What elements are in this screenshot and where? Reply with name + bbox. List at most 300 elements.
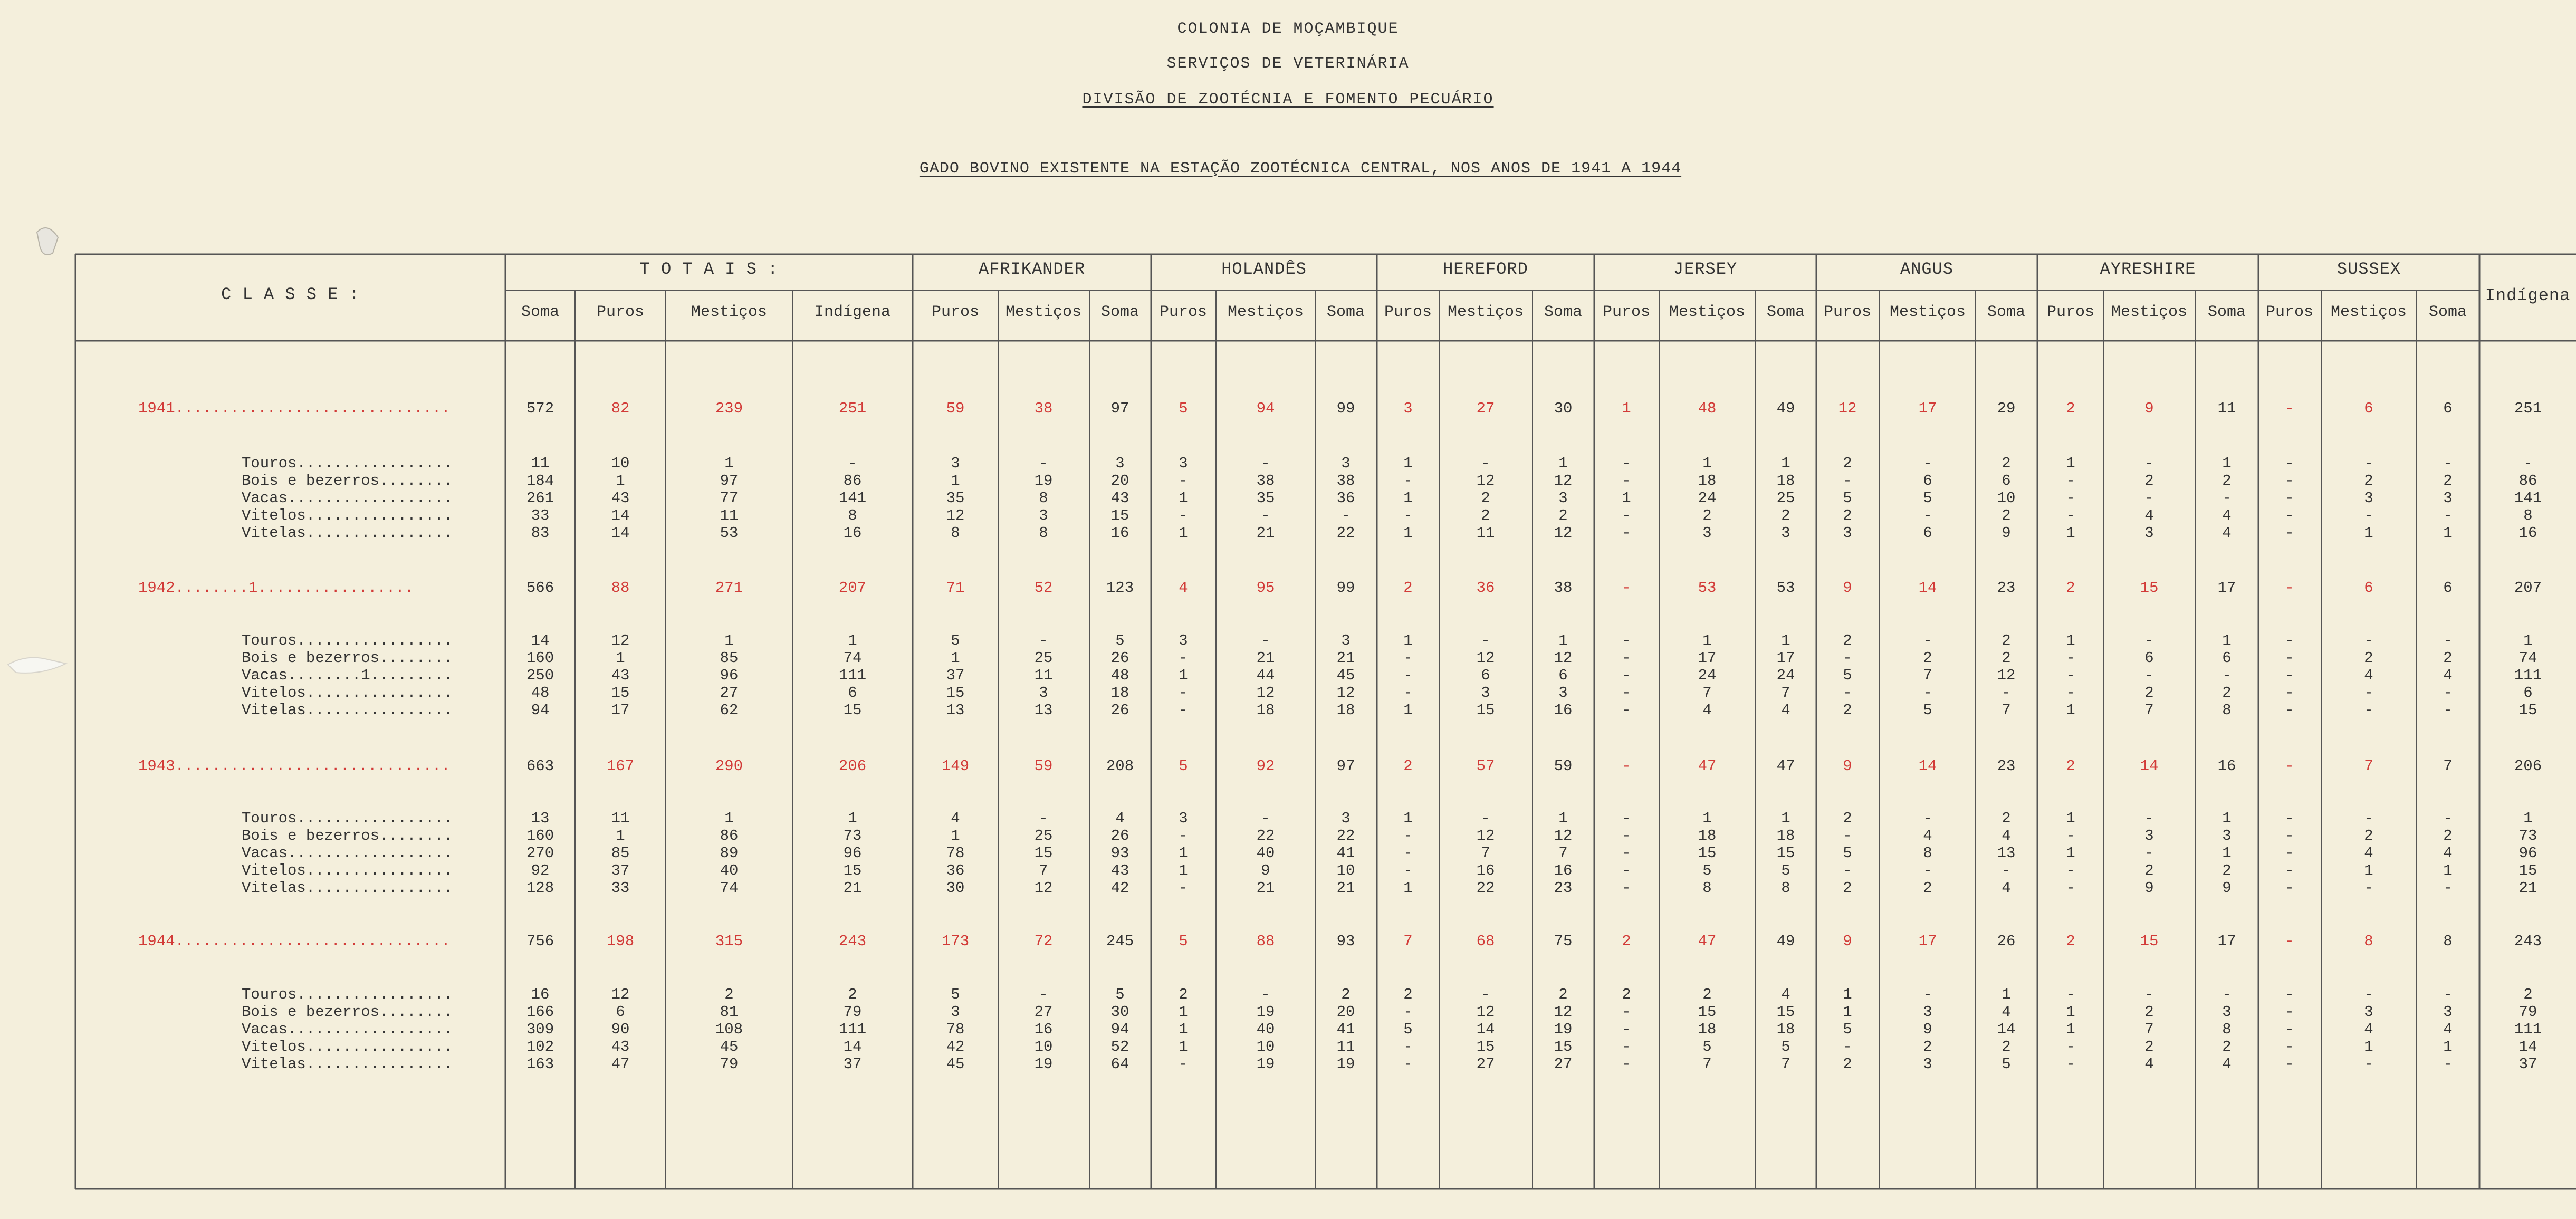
table-cell: 4: [1702, 702, 1712, 719]
table-cell: 8: [1702, 879, 1712, 897]
table-cell: -: [2285, 879, 2294, 897]
year-total-cell: 48: [1698, 400, 1717, 417]
year-total-cell: 5: [1179, 757, 1188, 775]
table-cell: -: [2285, 986, 2294, 1003]
table-cell: 18: [1776, 1021, 1795, 1038]
table-cell: -: [2364, 810, 2373, 827]
year-total-cell: 53: [1776, 579, 1795, 597]
table-cell: 52: [1110, 1038, 1129, 1055]
table-cell: -: [848, 455, 857, 472]
table-cell: 2: [2002, 1038, 2011, 1055]
table-cell: -: [1179, 879, 1188, 897]
table-cell: 15: [1476, 702, 1495, 719]
column-header: Mestiços: [2111, 303, 2188, 321]
table-cell: 17: [611, 702, 630, 719]
classe-header: C L A S S E :: [221, 285, 360, 304]
table-cell: 18: [1776, 472, 1795, 489]
table-cell: -: [2144, 489, 2154, 507]
table-cell: -: [2222, 489, 2232, 507]
year-total-cell: 16: [2217, 757, 2236, 775]
table-cell: 11: [720, 507, 739, 524]
table-cell: -: [1039, 810, 1048, 827]
table-cell: 7: [1781, 684, 1790, 702]
table-cell: -: [1843, 472, 1852, 489]
table-cell: 2: [2443, 649, 2453, 667]
row-label: Vacas..................: [242, 1021, 453, 1038]
table-cell: -: [2364, 632, 2373, 649]
table-cell: -: [1622, 472, 1631, 489]
table-cell: 5: [1115, 632, 1125, 649]
table-cell: 10: [1336, 862, 1355, 879]
table-cell: 1: [1179, 862, 1188, 879]
table-cell: 2: [2222, 472, 2232, 489]
year-total-cell: -: [2285, 400, 2294, 417]
table-cell: 2: [2002, 810, 2011, 827]
table-cell: 1: [848, 810, 857, 827]
table-cell: -: [2222, 667, 2232, 684]
table-cell: 15: [1554, 1038, 1573, 1055]
table-cell: -: [2066, 667, 2075, 684]
table-cell: 24: [1698, 489, 1717, 507]
year-label: 1943..............................: [138, 757, 451, 775]
table-cell: -: [1179, 684, 1188, 702]
table-cell: 1: [2364, 524, 2373, 542]
table-cell: 1: [1179, 667, 1188, 684]
column-header: Soma: [1326, 303, 1365, 321]
table-cell: 30: [1110, 1003, 1129, 1021]
year-total-cell: 93: [1336, 933, 1355, 950]
year-total-cell: -: [2285, 579, 2294, 597]
year-total-cell: 245: [1106, 933, 1134, 950]
table-cell: -: [2443, 879, 2453, 897]
table-cell: 22: [1476, 879, 1495, 897]
table-cell: 27: [1554, 1055, 1573, 1073]
table-cell: 2: [1179, 986, 1188, 1003]
table-cell: 6: [1558, 667, 1568, 684]
table-cell: 2: [1558, 507, 1568, 524]
year-total-cell: 6: [2443, 400, 2453, 417]
table-cell: 1: [2066, 844, 2075, 862]
table-cell: 8: [2222, 1021, 2232, 1038]
table-cell: 3: [2364, 489, 2373, 507]
year-total-cell: 207: [838, 579, 867, 597]
table-cell: 4: [1923, 827, 1932, 844]
table-cell: 2: [2002, 649, 2011, 667]
table-cell: -: [1622, 702, 1631, 719]
year-total-cell: 8: [2364, 933, 2373, 950]
table-cell: -: [2443, 455, 2453, 472]
table-cell: 11: [531, 455, 550, 472]
table-cell: 2: [1702, 507, 1712, 524]
year-total-cell: 99: [1336, 400, 1355, 417]
table-cell: 1: [2222, 455, 2232, 472]
table-cell: 45: [720, 1038, 739, 1055]
year-total-cell: 6: [2364, 400, 2373, 417]
year-total-cell: 756: [526, 933, 554, 950]
table-cell: 13: [531, 810, 550, 827]
year-total-cell: 14: [2140, 757, 2159, 775]
table-cell: 184: [526, 472, 554, 489]
column-header: Mestiços: [1889, 303, 1966, 321]
table-cell: 4: [2443, 667, 2453, 684]
table-cell: 2: [1843, 1055, 1852, 1073]
table-cell: 4: [2443, 1021, 2453, 1038]
year-total-cell: 71: [946, 579, 965, 597]
table-cell: -: [1261, 507, 1270, 524]
table-cell: 1: [1403, 524, 1413, 542]
table-cell: 9: [2222, 879, 2232, 897]
table-cell: 90: [611, 1021, 630, 1038]
column-header: Mestiços: [2330, 303, 2407, 321]
table-cell: 2: [1923, 1038, 1932, 1055]
row-label: Touros.................: [242, 632, 453, 649]
table-cell: 15: [2518, 862, 2537, 879]
year-total-cell: 92: [1256, 757, 1275, 775]
year-total-cell: 9: [1843, 757, 1852, 775]
table-cell: 23: [1554, 879, 1573, 897]
table-cell: 3: [1179, 632, 1188, 649]
column-header: Soma: [521, 303, 559, 321]
year-total-cell: 94: [1256, 400, 1275, 417]
table-cell: 8: [951, 524, 960, 542]
row-label: Vacas........1.........: [242, 667, 453, 684]
table-cell: 21: [1256, 879, 1275, 897]
table-cell: 77: [720, 489, 739, 507]
year-total-cell: 6: [2364, 579, 2373, 597]
table-cell: 4: [1781, 702, 1790, 719]
table-cell: 15: [1034, 844, 1053, 862]
year-total-cell: 82: [611, 400, 630, 417]
table-cell: 1: [1558, 810, 1568, 827]
table-cell: 1: [1558, 455, 1568, 472]
year-total-cell: 88: [1256, 933, 1275, 950]
table-cell: 94: [531, 702, 550, 719]
table-cell: -: [1622, 844, 1631, 862]
table-cell: 19: [1336, 1055, 1355, 1073]
table-cell: 3: [2144, 827, 2154, 844]
table-cell: -: [2144, 455, 2154, 472]
table-cell: -: [2285, 455, 2294, 472]
table-cell: 96: [720, 667, 739, 684]
table-cell: 9: [1923, 1021, 1932, 1038]
table-cell: -: [2443, 684, 2453, 702]
table-cell: -: [2144, 632, 2154, 649]
year-total-cell: 9: [1843, 579, 1852, 597]
table-cell: 37: [611, 862, 630, 879]
year-total-cell: 2: [1622, 933, 1631, 950]
paper-mark-icon: [32, 222, 69, 269]
table-cell: 45: [946, 1055, 965, 1073]
table-cell: 1: [2443, 1038, 2453, 1055]
table-cell: 1: [1403, 810, 1413, 827]
table-cell: 79: [843, 1003, 862, 1021]
column-header: Mestiços: [1005, 303, 1082, 321]
year-total-cell: 57: [1476, 757, 1495, 775]
table-cell: 36: [1336, 489, 1355, 507]
table-cell: 27: [1476, 1055, 1495, 1073]
table-cell: 3: [1843, 524, 1852, 542]
year-total-cell: 27: [1476, 400, 1495, 417]
year-total-cell: 47: [1776, 757, 1795, 775]
table-cell: 18: [1698, 827, 1717, 844]
table-cell: 16: [1476, 862, 1495, 879]
year-total-cell: 59: [1554, 757, 1573, 775]
table-cell: 16: [1034, 1021, 1053, 1038]
header-services: SERVIÇOS DE VETERINÁRIA: [1166, 55, 1410, 73]
table-cell: 12: [611, 986, 630, 1003]
row-label: Bois e bezerros........: [242, 827, 453, 844]
table-cell: 2: [1843, 702, 1852, 719]
table-cell: 14: [843, 1038, 862, 1055]
table-cell: -: [2066, 879, 2075, 897]
year-total-cell: 9: [2144, 400, 2154, 417]
table-cell: 1: [1403, 455, 1413, 472]
column-header: Puros: [2046, 303, 2094, 321]
table-cell: 2: [2222, 1038, 2232, 1055]
table-cell: 41: [1336, 1021, 1355, 1038]
table-cell: 4: [2364, 844, 2373, 862]
table-cell: 108: [715, 1021, 743, 1038]
table-cell: 12: [1476, 827, 1495, 844]
group-header-sussex: SUSSEX: [2336, 260, 2401, 279]
year-total-cell: 167: [606, 757, 635, 775]
table-cell: 4: [2222, 1055, 2232, 1073]
table-cell: 1: [1179, 524, 1188, 542]
year-label: 1942........1.................: [138, 579, 414, 597]
table-cell: 3: [2222, 1003, 2232, 1021]
table-cell: -: [2285, 632, 2294, 649]
table-cell: 2: [1341, 986, 1351, 1003]
table-cell: 2: [1843, 810, 1852, 827]
group-header-hereford: HEREFORD: [1443, 260, 1528, 279]
year-total-cell: 15: [2140, 579, 2159, 597]
table-cell: 2: [2002, 632, 2011, 649]
year-total-cell: 6: [2443, 579, 2453, 597]
year-total-cell: 3: [1403, 400, 1413, 417]
table-cell: 1: [2364, 1038, 2373, 1055]
table-cell: -: [2066, 986, 2075, 1003]
table-cell: -: [1622, 455, 1631, 472]
table-cell: -: [1403, 1038, 1413, 1055]
year-total-cell: 198: [606, 933, 635, 950]
table-cell: 9: [2002, 524, 2011, 542]
table-cell: 15: [2518, 702, 2537, 719]
row-label: Vitelas................: [242, 1055, 453, 1073]
year-total-cell: 72: [1034, 933, 1053, 950]
table-cell: -: [1179, 649, 1188, 667]
table-cell: 17: [1698, 649, 1717, 667]
table-cell: 19: [1034, 472, 1053, 489]
year-total-cell: 290: [715, 757, 743, 775]
table-cell: 38: [1256, 472, 1275, 489]
table-cell: -: [1622, 1003, 1631, 1021]
table-cell: 12: [611, 632, 630, 649]
table-cell: -: [1622, 1038, 1631, 1055]
table-cell: 15: [1698, 844, 1717, 862]
table-cell: 12: [1554, 472, 1573, 489]
table-cell: 1: [951, 827, 960, 844]
table-cell: -: [1622, 1021, 1631, 1038]
table-cell: 18: [1336, 702, 1355, 719]
year-total-cell: 99: [1336, 579, 1355, 597]
table-cell: 78: [946, 1021, 965, 1038]
table-cell: 22: [1256, 827, 1275, 844]
group-header-afrikander: AFRIKANDER: [978, 260, 1086, 279]
column-header: Mestiços: [691, 303, 768, 321]
table-cell: 2: [1481, 507, 1490, 524]
table-cell: 111: [838, 667, 867, 684]
table-cell: -: [2364, 879, 2373, 897]
table-cell: 9: [1261, 862, 1270, 879]
table-cell: 1: [2066, 1003, 2075, 1021]
table-cell: 78: [946, 844, 965, 862]
table-cell: 12: [1554, 827, 1573, 844]
table-cell: 44: [1256, 667, 1275, 684]
table-cell: -: [1622, 684, 1631, 702]
table-cell: 163: [526, 1055, 554, 1073]
table-cell: 43: [611, 489, 630, 507]
table-cell: 45: [1336, 667, 1355, 684]
table-cell: 3: [1923, 1055, 1932, 1073]
year-total-cell: 566: [526, 579, 554, 597]
table-cell: -: [1622, 667, 1631, 684]
table-cell: -: [2443, 810, 2453, 827]
table-cell: 33: [611, 879, 630, 897]
table-cell: -: [1622, 862, 1631, 879]
table-cell: 30: [946, 879, 965, 897]
table-cell: 1: [1179, 489, 1188, 507]
table-cell: 1: [1179, 844, 1188, 862]
table-cell: -: [1403, 844, 1413, 862]
year-total-cell: 5: [1179, 933, 1188, 950]
table-cell: 5: [1702, 1038, 1712, 1055]
table-cell: 1: [2066, 632, 2075, 649]
table-cell: 3: [1702, 524, 1712, 542]
table-cell: 111: [838, 1021, 867, 1038]
table-cell: 7: [1481, 844, 1490, 862]
table-cell: -: [2066, 1055, 2075, 1073]
table-cell: 6: [2002, 472, 2011, 489]
row-label: Vacas..................: [242, 844, 453, 862]
table-cell: 1: [1403, 489, 1413, 507]
table-cell: 14: [1997, 1021, 2016, 1038]
table-cell: -: [1843, 649, 1852, 667]
table-cell: 1: [724, 810, 734, 827]
table-cell: 86: [843, 472, 862, 489]
year-total-cell: 97: [1110, 400, 1129, 417]
table-cell: 15: [611, 684, 630, 702]
table-cell: -: [2066, 507, 2075, 524]
table-cell: 6: [2523, 684, 2533, 702]
table-cell: 1: [1403, 879, 1413, 897]
table-cell: 1: [1179, 1003, 1188, 1021]
table-cell: 93: [1110, 844, 1129, 862]
table-cell: -: [2285, 524, 2294, 542]
column-header: Soma: [1987, 303, 2025, 321]
table-cell: 22: [1336, 524, 1355, 542]
table-cell: 250: [526, 667, 554, 684]
table-cell: 8: [2222, 702, 2232, 719]
table-cell: 2: [1481, 489, 1490, 507]
table-cell: 7: [2002, 702, 2011, 719]
table-cell: -: [2285, 810, 2294, 827]
table-cell: 19: [1256, 1003, 1275, 1021]
table-cell: 15: [1776, 844, 1795, 862]
table-cell: 13: [1034, 702, 1053, 719]
table-cell: 1: [1781, 455, 1790, 472]
table-cell: -: [1923, 507, 1932, 524]
table-cell: 2: [1923, 879, 1932, 897]
table-cell: 1: [1622, 489, 1631, 507]
table-cell: 1: [2066, 702, 2075, 719]
table-cell: 2: [2144, 1003, 2154, 1021]
year-total-cell: 8: [2443, 933, 2453, 950]
year-total-cell: 173: [941, 933, 970, 950]
table-cell: -: [2285, 862, 2294, 879]
year-total-cell: 2: [2066, 400, 2075, 417]
table-cell: 14: [531, 632, 550, 649]
table-cell: 2: [1403, 986, 1413, 1003]
table-cell: -: [1843, 684, 1852, 702]
table-cell: 6: [848, 684, 857, 702]
year-total-cell: 2: [1403, 579, 1413, 597]
table-cell: 7: [1702, 684, 1712, 702]
table-cell: 26: [1110, 649, 1129, 667]
table-cell: 38: [1336, 472, 1355, 489]
table-cell: 3: [1179, 810, 1188, 827]
table-cell: 3: [1341, 810, 1351, 827]
table-cell: 1: [2066, 524, 2075, 542]
table-cell: 2: [1702, 986, 1712, 1003]
table-cell: 18: [1698, 1021, 1717, 1038]
table-cell: -: [1403, 667, 1413, 684]
table-cell: 74: [720, 879, 739, 897]
table-cell: -: [2144, 844, 2154, 862]
table-cell: 15: [946, 684, 965, 702]
table-cell: 21: [1336, 879, 1355, 897]
table-cell: 3: [2364, 1003, 2373, 1021]
table-cell: 1: [1403, 632, 1413, 649]
paper-tear-icon: [5, 649, 69, 680]
table-cell: 4: [1115, 810, 1125, 827]
table-cell: 1: [2523, 632, 2533, 649]
row-label: Vitelos................: [242, 684, 453, 702]
table-cell: 20: [1336, 1003, 1355, 1021]
table-cell: 13: [1997, 844, 2016, 862]
table-cell: 18: [1256, 702, 1275, 719]
year-total-cell: 47: [1698, 757, 1717, 775]
year-total-cell: 17: [1918, 400, 1937, 417]
table-cell: 89: [720, 844, 739, 862]
table-cell: -: [1622, 507, 1631, 524]
table-cell: 1: [2523, 810, 2533, 827]
table-cell: 2: [724, 986, 734, 1003]
table-cell: 1: [2443, 862, 2453, 879]
table-cell: 3: [1039, 684, 1048, 702]
table-cell: -: [2285, 1021, 2294, 1038]
table-cell: -: [2364, 702, 2373, 719]
table-cell: 13: [946, 702, 965, 719]
table-cell: 21: [843, 879, 862, 897]
column-header: Puros: [1823, 303, 1871, 321]
table-cell: 5: [1923, 702, 1932, 719]
table-cell: 4: [2002, 879, 2011, 897]
table-cell: 4: [1781, 986, 1790, 1003]
row-label: Bois e bezerros........: [242, 472, 453, 489]
table-cell: -: [2364, 507, 2373, 524]
table-cell: 48: [531, 684, 550, 702]
table-cell: 83: [531, 524, 550, 542]
